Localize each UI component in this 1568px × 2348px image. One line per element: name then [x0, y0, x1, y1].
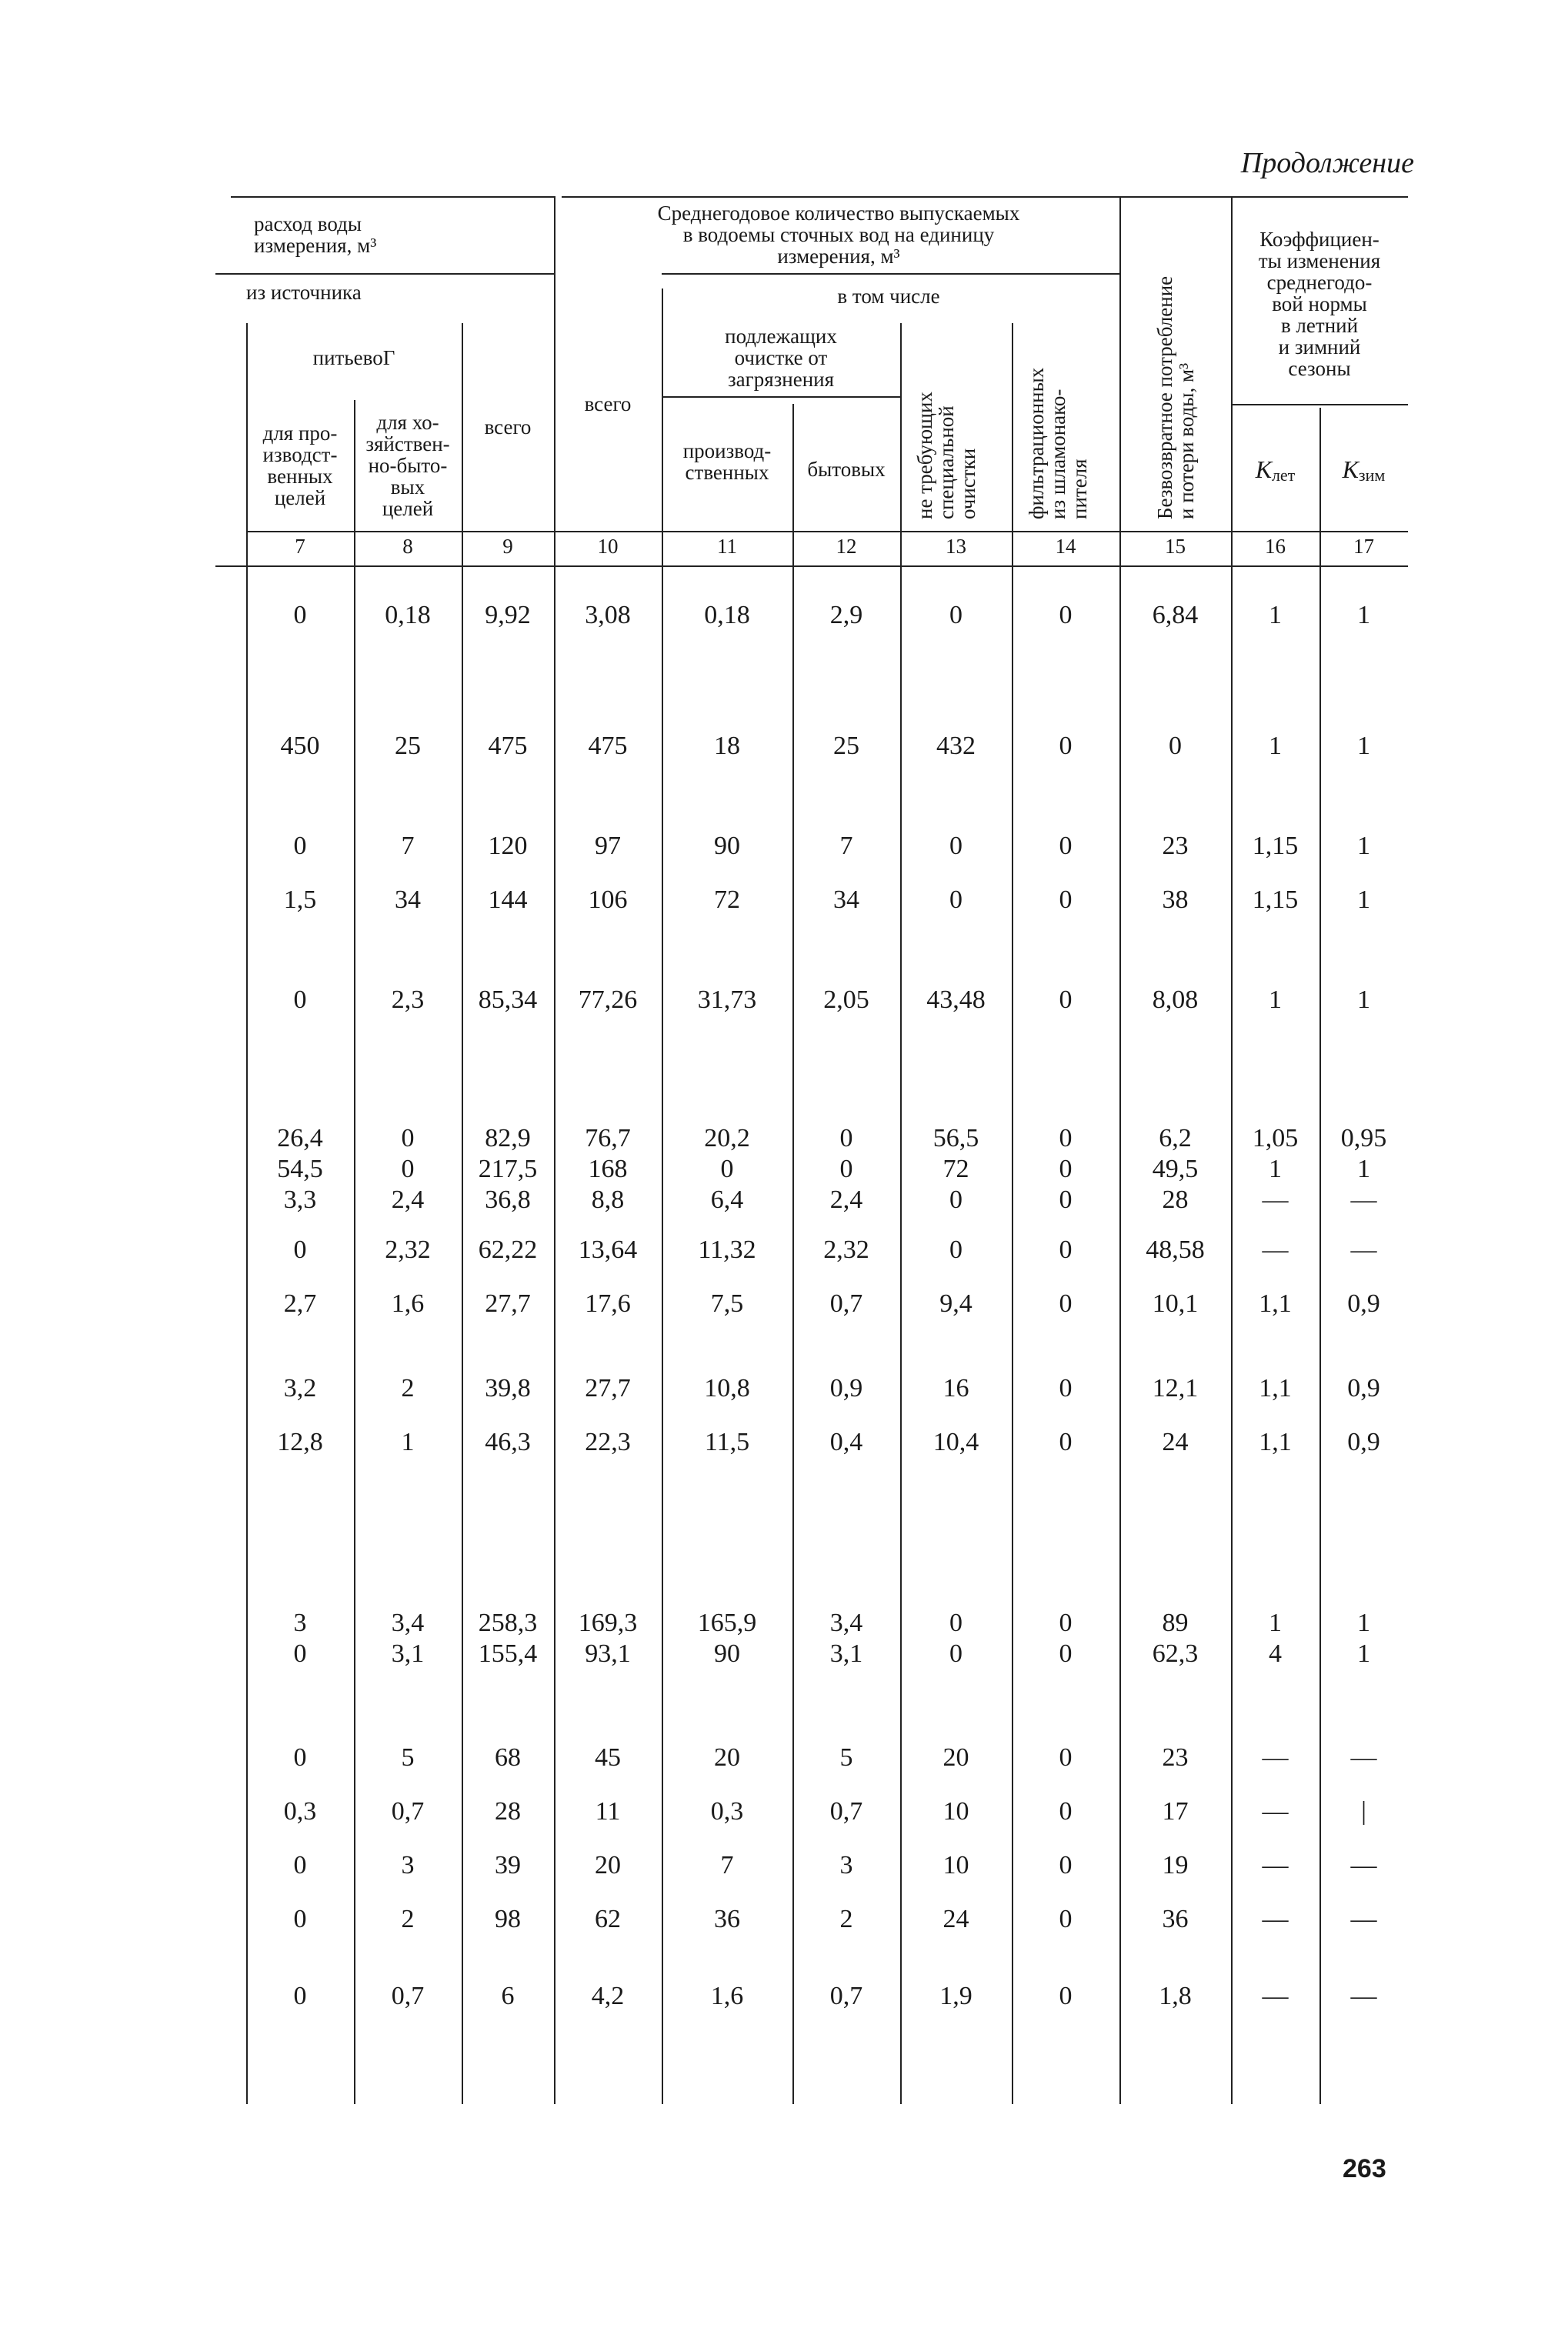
table-cell: 0,4: [829, 1428, 863, 1456]
table-cell: 1,6: [710, 1982, 744, 2010]
table-cell: 2,05: [823, 986, 869, 1014]
rule-h: [562, 196, 1408, 198]
table-cell: 3,4 3,1: [391, 1609, 425, 1668]
table-cell: 2: [401, 1374, 415, 1402]
table-cell: 1: [401, 1428, 415, 1456]
column-number: 10: [597, 535, 619, 558]
rule-h: [662, 396, 900, 398]
header-k-winter-symbol: К: [1342, 455, 1359, 483]
table-cell: 82,9 217,5 36,8: [478, 1124, 538, 1214]
table-cell: 1: [1269, 601, 1282, 629]
table-cell: 1,1: [1259, 1374, 1292, 1402]
table-cell: 97: [595, 832, 621, 860]
table-cell: 1: [1269, 986, 1282, 1014]
table-cell: 2: [401, 1905, 415, 1933]
table-cell: 7: [720, 1851, 734, 1879]
table-cell: 2: [839, 1905, 853, 1933]
table-cell: 24: [942, 1905, 969, 1933]
table-cell: 98: [495, 1905, 521, 1933]
table-cell: 0: [293, 832, 307, 860]
table-cell: 0,18: [385, 601, 431, 629]
header-for-household: для хо- зяйствен- но-быто- вых целей: [365, 411, 450, 520]
table-cell: 22,3: [585, 1428, 631, 1456]
column-number: 14: [1055, 535, 1076, 558]
table-cell: 9,4: [939, 1289, 972, 1318]
table-cell: 0: [949, 601, 962, 629]
table-cell: 0 0 2,4: [391, 1124, 425, 1214]
table-cell: 39,8: [485, 1374, 531, 1402]
table-cell: —: [1350, 1982, 1377, 2010]
table-cell: 0: [293, 1982, 307, 2010]
table-cell: 19: [1162, 1851, 1189, 1879]
table-cell: 1,8: [1159, 1982, 1192, 2010]
header-discharge-group: Среднегодовое количество выпускаемых в водоемы сточных вод на единицу измерения, м³: [657, 201, 1020, 268]
table-cell: 34: [833, 886, 859, 914]
table-cell: 106: [588, 886, 628, 914]
table-cell: 0,7: [829, 1797, 863, 1826]
table-cell: 10,4: [932, 1428, 979, 1456]
table-cell: —: [1350, 1905, 1377, 1933]
header-k-summer-symbol: К: [1255, 455, 1272, 483]
table-cell: 6,84: [1152, 601, 1199, 629]
table-cell: 39: [495, 1851, 521, 1879]
header-k-winter: [1319, 446, 1408, 492]
table-cell: 26,4 54,5 3,3: [277, 1124, 323, 1214]
table-cell: 432: [936, 732, 976, 760]
table-cell: 43,48: [926, 986, 986, 1014]
header-k-summer-subscript: лет: [1271, 465, 1296, 485]
header-industrial: производ- ственных: [682, 439, 772, 484]
table-cell: 1,9: [939, 1982, 972, 2010]
header-water-consumption: расход воды измерения, м³: [254, 212, 377, 257]
column-number: 8: [402, 535, 413, 558]
column-number: 16: [1265, 535, 1286, 558]
table-cell: 0,7: [391, 1982, 425, 2010]
table-cell: 68: [495, 1743, 521, 1772]
table-cell: 25: [395, 732, 421, 760]
table-cell: 120: [488, 832, 528, 860]
table-cell: 0: [293, 1236, 307, 1264]
table-cell: 1,15: [1252, 832, 1299, 860]
table-cell: 1: [1357, 601, 1370, 629]
table-cell: 23: [1162, 1743, 1189, 1772]
table-cell: —: [1350, 1851, 1377, 1879]
table-cell: 18: [714, 732, 740, 760]
table-cell: 0: [1059, 1905, 1073, 1933]
table-cell: 3,2: [283, 1374, 317, 1402]
table-cell: 0: [293, 986, 307, 1014]
table-cell: 6: [501, 1982, 515, 2010]
table-cell: 0: [293, 1851, 307, 1879]
table-cell: 1: [1269, 732, 1282, 760]
header-sludge-filtrate: фильтрационных из шламонако- пителя: [1025, 367, 1091, 519]
table-cell: 165,9 90: [697, 1609, 757, 1668]
table-cell: 0 0 0: [1059, 1124, 1073, 1214]
table-cell: 0: [949, 886, 962, 914]
header-k-summer: [1231, 446, 1319, 492]
table-cell: 0,95 1 —: [1340, 1124, 1387, 1214]
header-no-special-treatment: не требующих специальной очистки: [913, 392, 979, 519]
table-cell: 0,3: [710, 1797, 744, 1826]
table-cell: 1: [1357, 986, 1370, 1014]
table-cell: 0: [1059, 1743, 1073, 1772]
table-cell: 20: [942, 1743, 969, 1772]
table-cell: 20,2 0 6,4: [704, 1124, 750, 1214]
table-cell: 1: [1357, 732, 1370, 760]
table-cell: 24: [1162, 1428, 1189, 1456]
table-cell: —: [1350, 1236, 1377, 1264]
table-cell: 3: [839, 1851, 853, 1879]
table-cell: 1 4: [1269, 1609, 1282, 1668]
table-cell: 28: [495, 1797, 521, 1826]
table-cell: 10: [942, 1797, 969, 1826]
table-cell: 72: [714, 886, 740, 914]
table-cell: 475: [488, 732, 528, 760]
table-cell: 10,8: [704, 1374, 750, 1402]
table-cell: 1 1: [1357, 1609, 1370, 1668]
table-cell: 0: [949, 832, 962, 860]
rule-h: [662, 273, 1119, 275]
column-number: 13: [946, 535, 966, 558]
table-cell: 62: [595, 1905, 621, 1933]
table-cell: 0: [1059, 1797, 1073, 1826]
header-irrecoverable: Безвозвратное потребление и потери воды, м³: [1153, 275, 1198, 519]
rule-h: [246, 531, 1408, 532]
table-cell: 8,08: [1152, 986, 1199, 1014]
table-cell: —: [1262, 1743, 1289, 1772]
table-cell: 1,5: [283, 886, 317, 914]
table-cell: |: [1361, 1797, 1366, 1826]
table-cell: 1,6: [391, 1289, 425, 1318]
column-number: 9: [502, 535, 513, 558]
table-cell: 11,5: [704, 1428, 750, 1456]
table-cell: 7: [401, 832, 415, 860]
table-cell: —: [1262, 1982, 1289, 2010]
header-including: в том числе: [837, 285, 940, 308]
table-cell: —: [1262, 1797, 1289, 1826]
table-cell: 0: [293, 1905, 307, 1933]
header-for-production: для про- изводст- венных целей: [262, 422, 338, 509]
table-cell: 0: [1059, 1374, 1073, 1402]
table-cell: 144: [488, 886, 528, 914]
table-cell: 11: [595, 1797, 621, 1826]
table-cell: 12,8: [277, 1428, 323, 1456]
table-cell: 27,7: [585, 1374, 631, 1402]
table-cell: 0: [1059, 1289, 1073, 1318]
page-number: 263: [1343, 2154, 1386, 2183]
table-cell: 3 0: [293, 1609, 307, 1668]
table-cell: 85,34: [478, 986, 538, 1014]
table-cell: 20: [595, 1851, 621, 1879]
table-cell: 1,1: [1259, 1428, 1292, 1456]
table-cell: 0: [949, 1236, 962, 1264]
table-cell: 258,3 155,4: [478, 1609, 538, 1668]
table-cell: 0,9: [829, 1374, 863, 1402]
table-cell: 2,9: [829, 601, 863, 629]
header-domestic: бытовых: [807, 458, 886, 481]
table-cell: 2,7: [283, 1289, 317, 1318]
table-cell: 0,3: [283, 1797, 317, 1826]
table-cell: 46,3: [485, 1428, 531, 1456]
table-cell: 77,26: [578, 986, 638, 1014]
table-cell: 3,4 3,1: [829, 1609, 863, 1668]
table-cell: 450: [280, 732, 320, 760]
table-cell: 1,1: [1259, 1289, 1292, 1318]
header-total-9: всего: [484, 415, 532, 439]
table-cell: 25: [833, 732, 859, 760]
table-cell: 17,6: [585, 1289, 631, 1318]
table-cell: 11,32: [698, 1236, 756, 1264]
column-number: 11: [717, 535, 737, 558]
table-cell: 0,18: [704, 601, 750, 629]
table-cell: 5: [839, 1743, 853, 1772]
table-cell: 169,3 93,1: [578, 1609, 638, 1668]
table-cell: 0,7: [829, 1289, 863, 1318]
table-cell: 56,5 72 0: [932, 1124, 979, 1214]
table-cell: 45: [595, 1743, 621, 1772]
table-cell: 1,15: [1252, 886, 1299, 914]
table-cell: 0,9: [1347, 1289, 1380, 1318]
table-cell: 0,9: [1347, 1428, 1380, 1456]
table-cell: 20: [714, 1743, 740, 1772]
table-cell: 0: [1059, 601, 1073, 629]
table-cell: 3: [401, 1851, 415, 1879]
column-number: 15: [1165, 535, 1186, 558]
column-number: 12: [836, 535, 857, 558]
table-cell: —: [1262, 1236, 1289, 1264]
table-cell: 9,92: [485, 601, 531, 629]
rule-h: [1231, 404, 1408, 405]
table-cell: 31,73: [697, 986, 757, 1014]
table-cell: 48,58: [1146, 1236, 1205, 1264]
table-cell: 0: [1059, 832, 1073, 860]
table-cell: 0: [1169, 732, 1182, 760]
table-cell: 4,2: [591, 1982, 625, 2010]
table-cell: 0,7: [829, 1982, 863, 2010]
table-cell: 10,1: [1152, 1289, 1199, 1318]
table-cell: 1: [1357, 886, 1370, 914]
table-cell: 0: [293, 601, 307, 629]
table-cell: 36: [1162, 1905, 1189, 1933]
rule-h: [215, 273, 554, 275]
table-cell: 76,7 168 8,8: [585, 1124, 631, 1214]
table-cell: 89 62,3: [1152, 1609, 1199, 1668]
table-cell: —: [1262, 1905, 1289, 1933]
rule-h: [215, 565, 1408, 567]
column-number: 7: [295, 535, 305, 558]
table-cell: 0: [1059, 886, 1073, 914]
table-cell: 0 0 2,4: [829, 1124, 863, 1214]
header-total-10: всего: [584, 392, 632, 415]
table-cell: 36: [714, 1905, 740, 1933]
table-cell: 0: [293, 1743, 307, 1772]
table-cell: 2,3: [391, 986, 425, 1014]
table-cell: 7,5: [710, 1289, 744, 1318]
table-cell: 0: [1059, 1982, 1073, 2010]
table-cell: 7: [839, 832, 853, 860]
table-cell: 0 0: [1059, 1609, 1073, 1668]
table-cell: 0: [1059, 1236, 1073, 1264]
table-cell: —: [1262, 1851, 1289, 1879]
table-cell: 13,64: [578, 1236, 638, 1264]
header-coefficients: Коэффициен- ты изменения среднегодо- вой нормы в летний и зимний сезоны: [1258, 228, 1381, 380]
table-cell: —: [1350, 1743, 1377, 1772]
table-cell: 5: [401, 1743, 415, 1772]
table-cell: 34: [395, 886, 421, 914]
table-cell: 0: [1059, 986, 1073, 1014]
table-cell: 0,7: [391, 1797, 425, 1826]
table-cell: 475: [588, 732, 628, 760]
table-cell: 90: [714, 832, 740, 860]
table-cell: 6,2 49,5 28: [1152, 1124, 1199, 1214]
table-cell: 2,32: [823, 1236, 869, 1264]
table-cell: 17: [1162, 1797, 1189, 1826]
table-cell: 2,32: [385, 1236, 431, 1264]
table-cell: 10: [942, 1851, 969, 1879]
table-cell: 1,05 1 —: [1252, 1124, 1299, 1214]
column-number: 17: [1353, 535, 1374, 558]
rule-h: [231, 196, 554, 198]
table-cell: 3,08: [585, 601, 631, 629]
table-cell: 27,7: [485, 1289, 531, 1318]
table-cell: 38: [1162, 886, 1189, 914]
table-cell: 0: [1059, 1851, 1073, 1879]
table-cell: 12,1: [1152, 1374, 1199, 1402]
header-k-winter-subscript: зим: [1358, 465, 1386, 485]
table-cell: 0,9: [1347, 1374, 1380, 1402]
header-requiring-treatment: подлежащих очистке от загрязнения: [725, 325, 837, 391]
table-cell: 0: [1059, 732, 1073, 760]
table-cell: 0: [1059, 1428, 1073, 1456]
table-cell: 1: [1357, 832, 1370, 860]
header-from-source: из источника: [246, 281, 362, 304]
continuation-label: Продолжение: [1240, 147, 1414, 179]
table-cell: 16: [942, 1374, 969, 1402]
table-cell: 23: [1162, 832, 1189, 860]
header-drinking: питьевоГ: [312, 346, 395, 369]
table-cell: 62,22: [478, 1236, 538, 1264]
table-cell: 0 0: [949, 1609, 962, 1668]
